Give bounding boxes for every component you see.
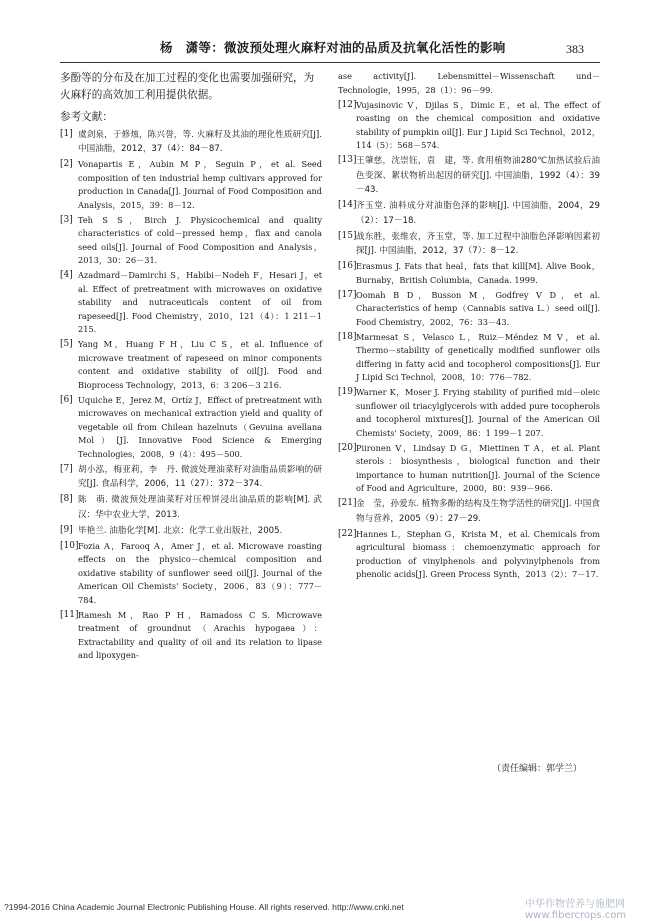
reference-number: [20] <box>338 442 357 453</box>
reference-item <box>338 497 600 526</box>
reference-text: 毕艳兰. 油脂化学[M]. 北京：化学工业出版社，2005. <box>78 525 283 536</box>
header-rule <box>60 62 600 63</box>
reference-item <box>338 528 600 582</box>
reference-item <box>60 540 322 608</box>
reference-number: [15] <box>338 230 357 241</box>
reference-number: [5] <box>60 339 73 349</box>
right-reference-list <box>338 99 600 582</box>
reference-number: [3] <box>60 214 73 225</box>
running-title: 杨 潇等：微波预处理火麻籽对油的品质及抗氧化活性的影响 <box>160 40 506 55</box>
reference-item <box>60 493 322 522</box>
reference-continuation: ase activity[J]. Lebensmittel－Wissenschaft und－Technologie，1995，28（1）：96－99. <box>338 71 600 95</box>
reference-item <box>60 214 322 268</box>
reference-number: [17] <box>338 289 357 300</box>
reference-item <box>60 463 322 492</box>
left-column <box>60 70 322 664</box>
reference-item <box>60 394 322 462</box>
reference-text: Uquiche E，Jerez M，Ortíz J，Effect of pretreatment with microwaves on mechanical extraction yield and quality of vegetable oil from Chilean hazelnuts（Gevuina avellana Mol）[J]. Innovative Food Science & Emerging Technologies，2008，9（4）：495－500. <box>78 394 322 459</box>
reference-text: 胡小泓，梅亚莉，李 丹. 微波处理油菜籽对油脂品质影响的研究[J]. 食品科学，2006，11（27）：372－374. <box>78 464 322 489</box>
reference-text: Marmesat S，Velasco L，Ruiz－Méndez M V，et al. Thermo－stability of genetically modified sunflower oils differing in fatty acid and tocopherol compositions[J]. Eur J Lipid Sci Technol，2008，10：776－782. <box>356 331 600 382</box>
reference-number: [4] <box>60 270 73 280</box>
reference-number: [21] <box>338 498 357 508</box>
reference-text: Warner K，Moser J. Frying stability of purified mid－oleic sunflower oil triacylglycerols with added pure tocopherols and tocopherol mixtures[J]. Journal of the American Oil Chemists' Society，2009，86：1 199－1 207. <box>356 387 600 438</box>
reference-item <box>338 442 600 496</box>
left-reference-list <box>60 128 322 663</box>
reference-number: [18] <box>338 331 357 342</box>
reference-item <box>60 338 322 392</box>
reference-item <box>338 154 600 198</box>
reference-text: Vujasinovic V，Djilas S，Dimic E，et al. The effect of roasting on the chemical composition and oxidative stability of pumpkin oil[J]. Eur J Lipid Sci Technol，2012，114（5）：568－574. <box>356 99 600 150</box>
reference-number: [13] <box>338 155 357 165</box>
reference-number: [16] <box>338 261 357 271</box>
reference-item <box>338 260 600 287</box>
reference-number: [6] <box>60 394 73 405</box>
reference-text: Vonapartis E，Aubin M P，Seguin P，et al. Seed composition of ten industrial hemp cultivars approved for production in Canada[J]. Journal of Food Composition and Analysis，2015，39：8－12. <box>78 159 322 210</box>
reference-number: [14] <box>338 200 357 210</box>
reference-text: Fozia A，Farooq A，Amer J，et al. Microwave roasting effects on the physico－chemical composition and oxidative stability of sunflower seed oil[J]. Journal of the American Oil Chemists' Society，2006，83（9）：777－784. <box>78 540 322 605</box>
reference-text: Teh S S，Birch J. Physicochemical and quality characteristics of cold－pressed hemp，flax and canola seed oils[J]. Journal of Food Composition and Analysis，2013，30：26－31. <box>78 214 322 265</box>
reference-item <box>338 331 600 385</box>
reference-number: [22] <box>338 528 357 539</box>
reference-text: Azadmard－Damirchi S，Habibi－Nodeh F，Hesari J，et al. Effect of pretreatment with microwaves on oxidative stability and nutraceuticals content of oil from rapeseed[J]. Food Chemistry，2010，121（4）：1 211－1 215. <box>78 270 322 334</box>
reference-text: Hannes L，Stephan G，Krista M，et al. Chemicals from agricultural biomass：chemoenzymatic approach for production of vinylphenols and polyvinylphenols from phenolic acids[J]. Green Process Synth，2013（2）：7－17. <box>356 528 600 579</box>
reference-number: [7] <box>60 463 73 474</box>
reference-number: [10] <box>60 540 79 551</box>
page-number: 383 <box>566 42 584 56</box>
reference-text: 战东胜，张维农，齐玉堂，等. 加工过程中油脂色泽影响因素初探[J]. 中国油脂，2012，37（7）：8－12. <box>356 231 600 256</box>
reference-text: 虞剑泉，于修烛，陈兴誉，等. 火麻籽及其油的理化性质研究[J]. 中国油脂，2012，37（4）：84－87. <box>78 129 322 154</box>
reference-item <box>338 230 600 259</box>
page-header <box>0 0 649 62</box>
reference-item <box>60 524 322 539</box>
reference-number: [2] <box>60 159 73 169</box>
reference-item <box>338 289 600 330</box>
reference-item <box>60 609 322 663</box>
reference-item <box>60 128 322 157</box>
reference-number: [1] <box>60 128 73 139</box>
reference-number: [9] <box>60 524 73 535</box>
reference-text: Yang M，Huang F H，Liu C S，et al. Influence of microwave treatment of rapeseed on minor components content and oxidative stability of oil[J]. Food and Bioprocess Technology，2013，6：3 206－3 216. <box>78 339 322 390</box>
watermark: 中华作物营养与施肥网 www.fibercrops.com <box>525 899 627 921</box>
right-column <box>338 70 600 583</box>
reference-text: 金 莹，孙爱东. 植物多酚的结构及生物学活性的研究[J]. 中国食物与营养，2005（9）：27－29. <box>356 499 600 524</box>
reference-text: 王肇慈，沈崇钰，袁 建，等. 食用植物油280℃加热试验后油色变深、絮状物析出起因的研究[J]. 中国油脂，1992（4）：39－43. <box>356 156 600 195</box>
reference-number: [11] <box>60 609 79 620</box>
reference-item <box>338 199 600 228</box>
reference-text: Oomah B D，Busson M，Godfrey V D，et al. Characteristics of hemp（Cannabis sativa L.）seed oil[J]. Food Chemistry，2002，76：33－43. <box>356 289 600 327</box>
reference-text: 齐玉堂. 油料成分对油脂色泽的影响[J]. 中国油脂，2004，29（2）：17－18. <box>356 201 600 226</box>
references-heading: 参考文献： <box>60 111 113 123</box>
reference-number: [8] <box>60 494 73 504</box>
copyright-footer: ?1994-2016 China Academic Journal Electronic Publishing House. All rights reserved. http://www.cnki.net <box>4 902 404 912</box>
intro-paragraph: 多酚等的分布及在加工过程的变化也需要加强研究，为火麻籽的高效加工利用提供依据。 <box>60 72 315 101</box>
reference-item <box>60 269 322 337</box>
reference-text: Erasmus J. Fats that heal，fats that kill[M]. Alive Book，Burnaby，British Columbia，Canada. 1999. <box>356 261 600 285</box>
reference-text: Ramesh M，Rao P H，Ramadoss C S. Microwave treatment of groundnut（Arachis hypogaea）：Extractability and quality of oil and its relation to lipase and lipoxygen- <box>78 609 322 660</box>
reference-text: Piironen V，Lindsay D G，Miettinen T A，et al. Plant sterols：biosynthesis，biological function and their importance to human nutrition[J]. Journal of the Science of Food and Agriculture，2000，80：939－966. <box>356 442 600 493</box>
reference-number: [12] <box>338 99 357 110</box>
reference-item <box>338 99 600 153</box>
reference-item <box>338 386 600 440</box>
reference-number: [19] <box>338 387 357 397</box>
reference-text: 陈 萌. 微波预处理油菜籽对压榨饼浸出油品质的影响[M]. 武汉：华中农业大学，2013. <box>78 495 322 520</box>
reference-item <box>60 158 322 212</box>
editor-credit: （责任编辑：郭学兰） <box>492 764 583 774</box>
